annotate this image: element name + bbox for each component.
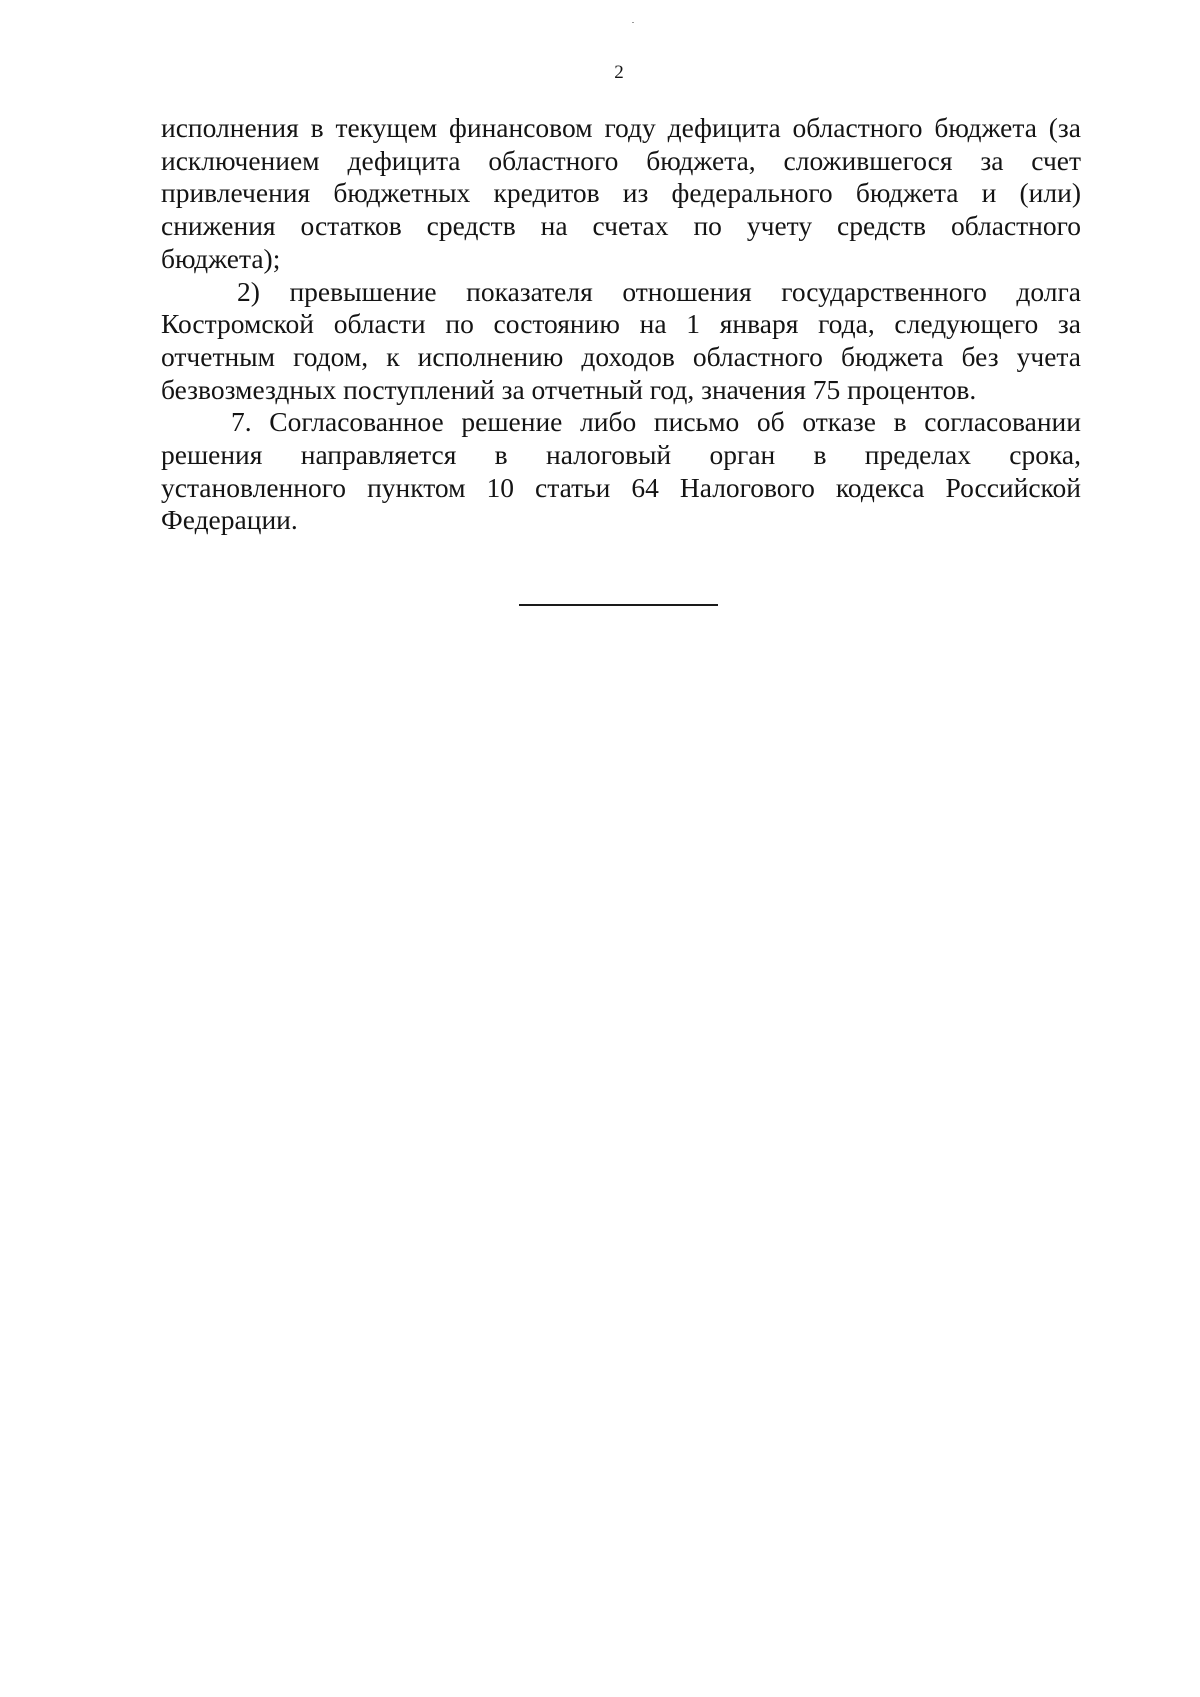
text-line: исключением дефицита областного бюджета, сложившегося за счет [161,144,1081,176]
text-line: 2) превышение показателя отношения государственного долга [237,275,1081,307]
text-line: Костромской области по состоянию на 1 января года, следующего за [161,308,1081,340]
text-line: привлечения бюджетных кредитов из федерального бюджета и (или) [161,177,1081,209]
scan-speck [632,22,634,23]
text-line: установленного пунктом 10 статьи 64 Налогового кодекса Российской [161,471,1081,503]
document-body [161,112,1081,537]
text-line: безвозмездных поступлений за отчетный год, значения 75 процентов. [161,373,977,405]
text-line: бюджета); [161,242,281,274]
text-line: 7. Согласованное решение либо письмо об отказе в согласовании [231,406,1081,438]
paragraph-clause-7 [161,406,1081,537]
text-line: решения направляется в налоговый орган в пределах срока, [161,439,1081,471]
text-line: снижения остатков средств на счетах по учету средств областного [161,210,1081,242]
text-line: отчетным годом, к исполнению доходов областного бюджета без учета [161,340,1081,372]
page-number: 2 [614,62,624,83]
paragraph-item-2 [161,276,1081,407]
end-separator-line [519,604,718,606]
paragraph-deficit-continuation [161,112,1081,276]
text-line: исполнения в текущем финансовом году дефицита областного бюджета (за [161,112,1081,143]
text-line: Федерации. [161,504,298,536]
